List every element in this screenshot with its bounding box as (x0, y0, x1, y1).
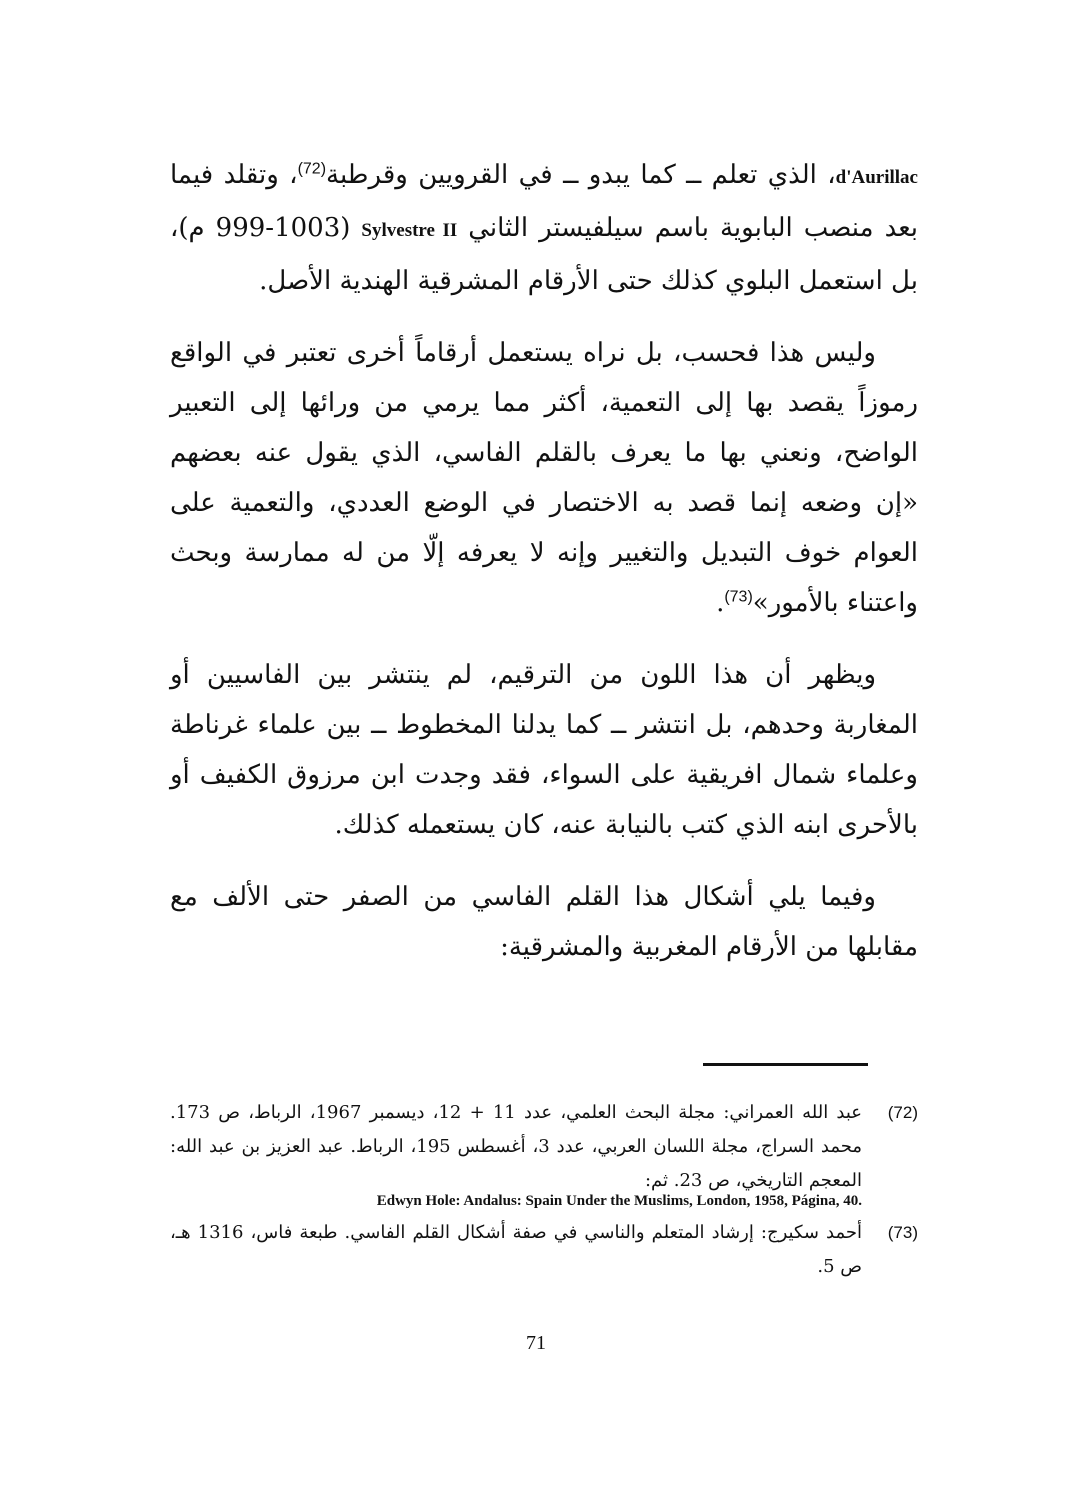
footnote-separator (703, 1063, 868, 1066)
paragraph-1-text-b: ، وتقلد فيما بعد منصب البابوية باسم سيلفيستر الثاني (170, 160, 919, 243)
footnote-number: (72) (887, 1103, 918, 1122)
paragraph-1-text-c: (999-1003 م)، بل استعمل البلوي كذلك حتى الأرقام المشرقية الهندية الأصل. (170, 213, 918, 296)
paragraph-4-text: وفيما يلي أشكال هذا القلم الفاسي من الصفر حتى الألف مع مقابلها من الأرقام المغربية والمشرقية: (170, 882, 918, 962)
footnote-ref-73[interactable]: (73) (724, 588, 753, 606)
footnote-73 (170, 1216, 918, 1284)
paragraph-1-text-a: ، الذي تعلم ــ كما يبدو ــ في القرويين وقرطبة (326, 160, 836, 190)
footnotes (170, 1096, 918, 1290)
paragraph-2 (170, 328, 918, 628)
paragraph-3-text: ويظهر أن هذا اللون من الترقيم، لم ينتشر بين الفاسيين أو المغاربة وحدهم، بل انتشر ــ كما يدلنا المخطوط ــ بين علماء غرناطة وعلماء شمال افريقية على السواء، فقد وجدت ابن مرزوق الكفيف أو بالأحرى ابنه الذي كتب بالنيابة عنه، كان يستعمله كذلك. (170, 660, 918, 840)
footnote-latin-citation: Edwyn Hole: Andalus: Spain Under the Muslims, London, 1958, Página, 40. (376, 1193, 862, 1209)
paragraph-4 (170, 872, 918, 972)
body-text (170, 150, 918, 994)
paragraph-1 (170, 150, 918, 306)
footnote-text: عبد الله العمراني: مجلة البحث العلمي، عدد 11 + 12، ديسمبر 1967، الرباط، ص 173. محمد السراج، مجلة اللسان العربي، عدد 3، أغسطس 195، الرباط. عبد العزيز بن عبد الله: المعجم التاريخي، ص 23. ثم: (170, 1102, 863, 1191)
footnote-text: أحمد سكيرج: إرشاد المتعلم والناسي في صفة أشكال القلم الفاسي. طبعة فاس، 1316 هـ، ص 5. (170, 1222, 863, 1277)
paragraph-3 (170, 650, 918, 850)
paragraph-2-text-a: وليس هذا فحسب، بل نراه يستعمل أرقاماً أخرى تعتبر في الواقع رموزاً يقصد بها إلى التعمية، أكثر مما يرمي من ورائها إلى التعبير الواضح، ونعني بها ما يعرف بالقلم الفاسي، الذي يقول عنه بعضهم «إن وضعه إنما قصد به الاختصار في الوضع العددي، والتعمية على العوام خوف التبديل والتغيير وإنه لا يعرفه إلّا من له ممارسة وبحث واعتناء بالأمور» (170, 338, 918, 618)
footnote-number: (73) (887, 1223, 918, 1242)
page-number: 71 (526, 1332, 546, 1354)
paragraph-2-text-b: . (716, 588, 725, 618)
latin-name-aurillac: d'Aurillac (835, 167, 918, 188)
footnote-ref-72[interactable]: (72) (297, 160, 327, 178)
footnote-72 (170, 1096, 918, 1210)
latin-name-sylvestre: Sylvestre II (361, 220, 458, 241)
